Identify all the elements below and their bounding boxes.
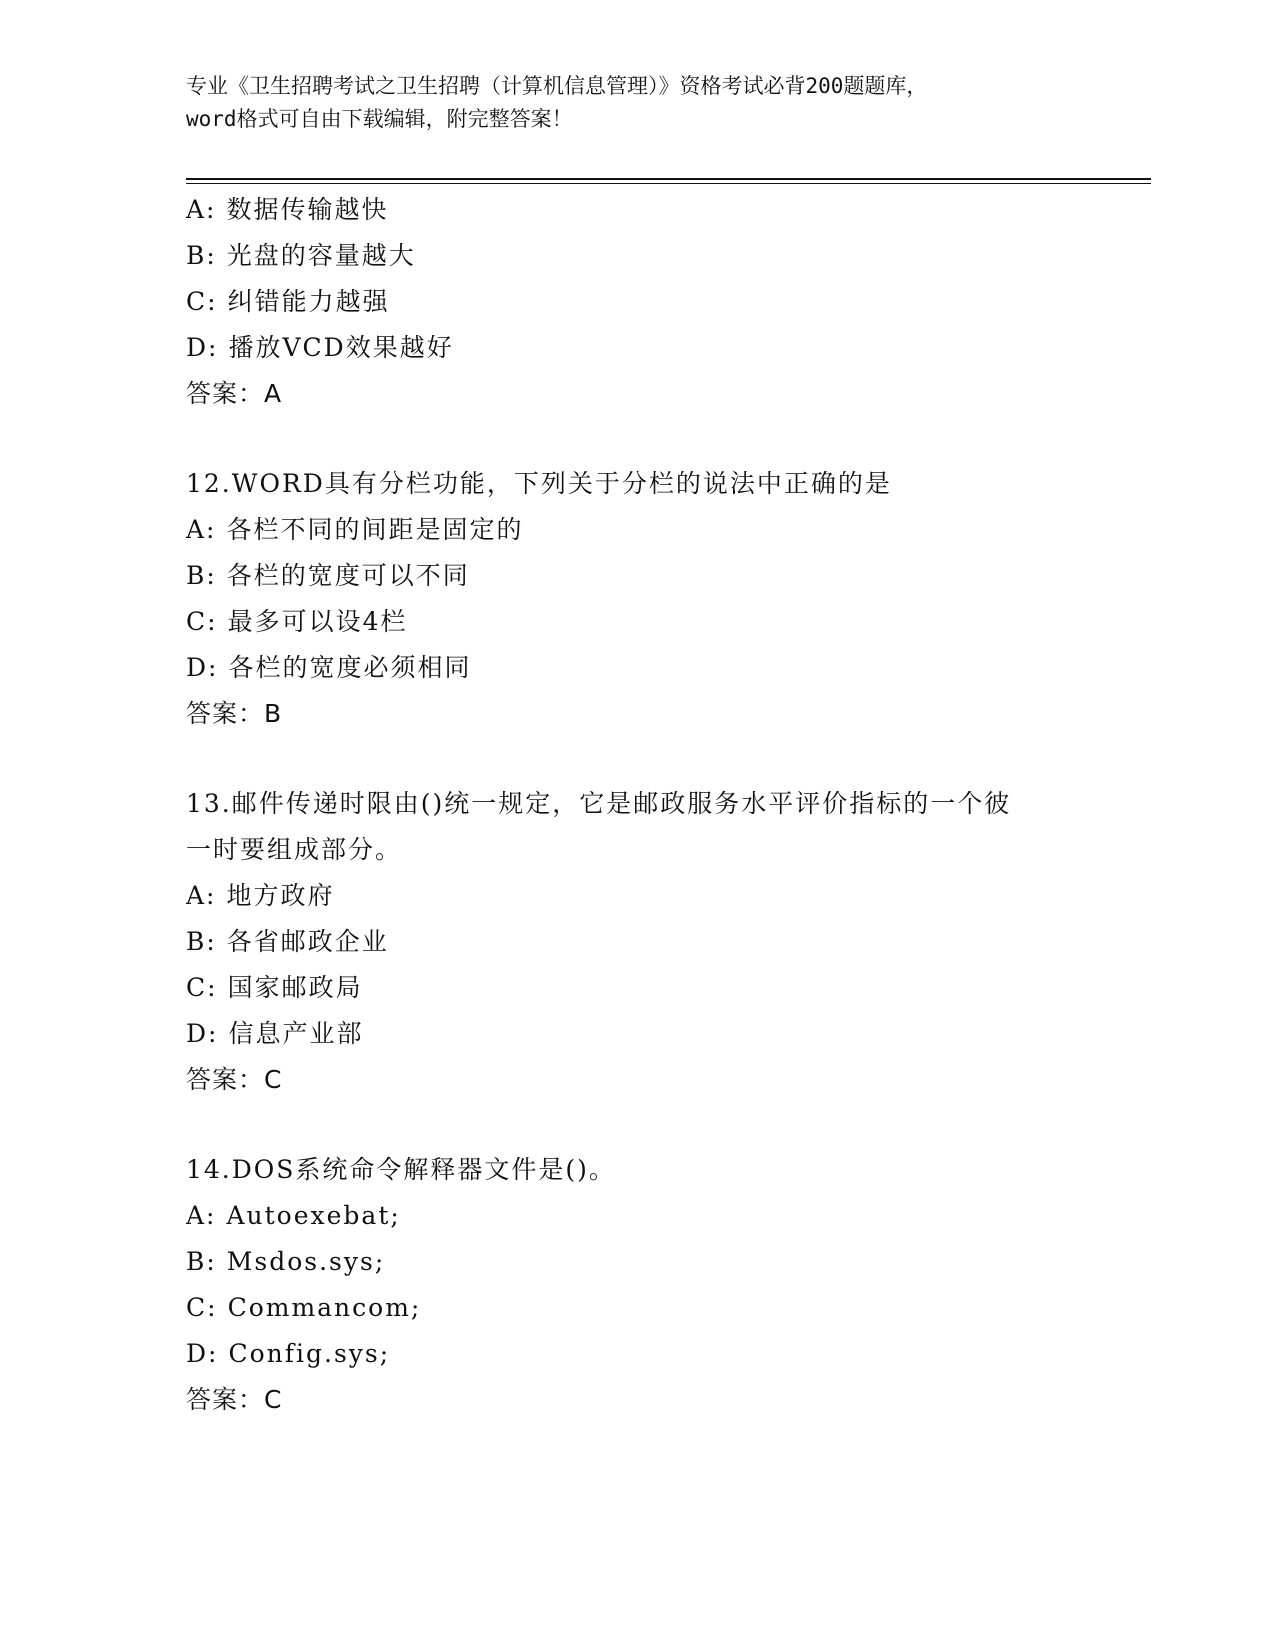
- header-line-2: word格式可自由下载编辑，附完整答案！: [186, 107, 573, 131]
- question-stem: 14.DOS系统命令解释器文件是()。: [186, 1155, 616, 1184]
- question-list: [186, 187, 1086, 1423]
- option-letter: B:: [186, 241, 217, 270]
- option-letter: D:: [186, 653, 219, 682]
- option-letter: C:: [186, 607, 218, 636]
- answer-line: 答案：C: [186, 1385, 283, 1414]
- option-text: 播放VCD效果越好: [228, 333, 454, 362]
- option-letter: A:: [186, 881, 217, 910]
- document-header: [186, 70, 1076, 136]
- option-text: 各省邮政企业: [226, 927, 389, 956]
- option-b: [186, 1239, 1086, 1285]
- answer-line: 答案：A: [186, 379, 283, 408]
- option-a: [186, 507, 1086, 553]
- option-letter: B:: [186, 927, 217, 956]
- option-b: [186, 919, 1086, 965]
- option-b: [186, 553, 1086, 599]
- option-d: [186, 1011, 1086, 1057]
- header-rule-thin: [186, 183, 1151, 184]
- option-d: [186, 1331, 1086, 1377]
- option-letter: D:: [186, 1019, 219, 1048]
- option-text: 最多可以设4栏: [227, 607, 408, 636]
- option-d: [186, 325, 1086, 371]
- option-text: Commancom;: [227, 1293, 422, 1322]
- option-d: [186, 645, 1086, 691]
- question-stem-line-1: 13.邮件传递时限由()统一规定，它是邮政服务水平评价指标的一个彼: [186, 789, 1012, 818]
- option-text: 各栏的宽度可以不同: [226, 561, 470, 590]
- option-letter: B:: [186, 1247, 217, 1276]
- answer-line: 答案：C: [186, 1065, 283, 1094]
- option-text: 数据传输越快: [226, 195, 389, 224]
- option-text: 纠错能力越强: [227, 287, 390, 316]
- option-c: [186, 599, 1086, 645]
- option-letter: D:: [186, 1339, 219, 1368]
- question-stem: 12.WORD具有分栏功能，下列关于分栏的说法中正确的是: [186, 469, 892, 498]
- header-line-1: 专业《卫生招聘考试之卫生招聘（计算机信息管理）》资格考试必背200题题库，: [186, 74, 928, 98]
- option-text: 各栏的宽度必须相同: [228, 653, 472, 682]
- question-stem-line-2: 一时要组成部分。: [186, 835, 403, 864]
- option-a: [186, 1193, 1086, 1239]
- option-a: [186, 873, 1086, 919]
- question-block-partial: [186, 187, 1086, 417]
- option-letter: C:: [186, 973, 218, 1002]
- option-text: Msdos.sys;: [226, 1247, 386, 1276]
- option-letter: C:: [186, 287, 218, 316]
- answer-line: 答案：B: [186, 699, 283, 728]
- option-c: [186, 279, 1086, 325]
- option-letter: D:: [186, 333, 219, 362]
- option-c: [186, 1285, 1086, 1331]
- option-letter: B:: [186, 561, 217, 590]
- option-letter: C:: [186, 1293, 218, 1322]
- option-letter: A:: [186, 195, 217, 224]
- option-text: 信息产业部: [228, 1019, 364, 1048]
- header-rule-thick: [186, 178, 1151, 180]
- option-letter: A:: [186, 515, 217, 544]
- option-text: Autoexebat;: [226, 1201, 401, 1230]
- option-text: 各栏不同的间距是固定的: [226, 515, 524, 544]
- option-b: [186, 233, 1086, 279]
- option-a: [186, 187, 1086, 233]
- option-text: Config.sys;: [228, 1339, 391, 1368]
- question-block-12: [186, 461, 1086, 737]
- option-c: [186, 965, 1086, 1011]
- option-text: 地方政府: [226, 881, 335, 910]
- question-block-14: [186, 1147, 1086, 1423]
- option-text: 国家邮政局: [227, 973, 363, 1002]
- option-text: 光盘的容量越大: [226, 241, 416, 270]
- question-block-13: [186, 781, 1086, 1103]
- option-letter: A:: [186, 1201, 217, 1230]
